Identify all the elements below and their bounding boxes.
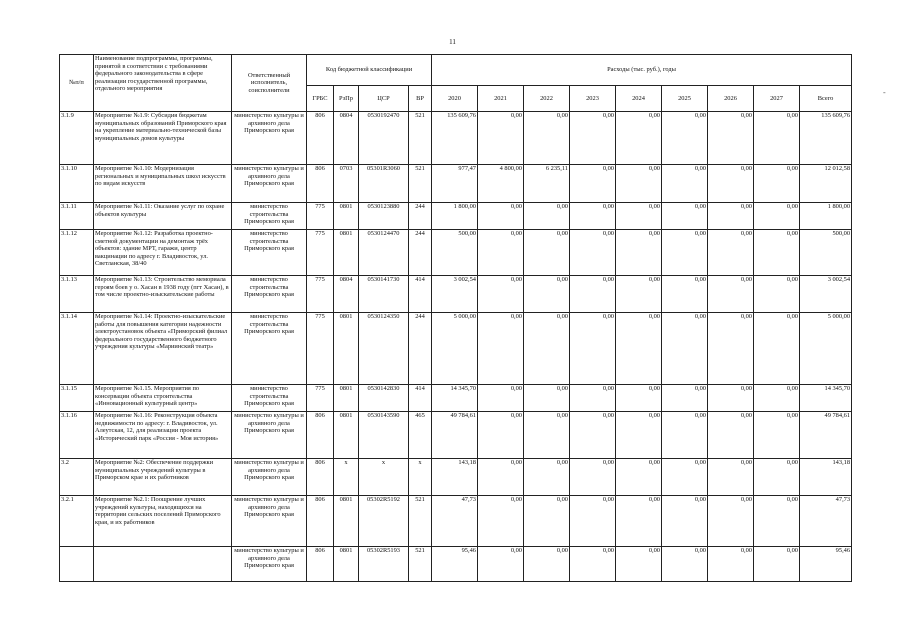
row-csr: 0530192470 [359,112,409,165]
row-value-2024: 0,00 [616,547,662,582]
row-name: Мероприятие №1.10: Модернизация региональных и муниципальных школ искусств по видам искусств [94,165,232,203]
row-value-2025: 0,00 [662,496,708,547]
row-value-2023: 0,00 [570,459,616,496]
row-value-2020: 47,73 [432,496,478,547]
row-rzpr: 0801 [334,547,359,582]
row-value-2025: 0,00 [662,412,708,459]
row-number: 3.1.14 [60,313,94,385]
row-value-2026: 0,00 [708,385,754,412]
row-value-2020: 95,46 [432,547,478,582]
row-value-2024: 0,00 [616,459,662,496]
row-value-2022: 0,00 [524,203,570,230]
row-value-2026: 0,00 [708,276,754,313]
row-value-2021: 0,00 [478,459,524,496]
row-vr: 521 [409,547,432,582]
row-value-2023: 0,00 [570,276,616,313]
row-responsible: министерство строительства Приморского края [232,203,307,230]
row-vr: 521 [409,112,432,165]
row-rzpr: 0801 [334,496,359,547]
row-value-2023: 0,00 [570,385,616,412]
header-year-2025: 2025 [662,86,708,112]
row-vr: 414 [409,276,432,313]
row-value-2024: 0,00 [616,385,662,412]
row-value-2023: 0,00 [570,313,616,385]
row-value-2025: 0,00 [662,385,708,412]
header-year-2021: 2021 [478,86,524,112]
row-responsible: министерство строительства Приморского края [232,230,307,276]
row-value-2022: 0,00 [524,313,570,385]
row-value-total: 12 012,58 [800,165,852,203]
row-name: Мероприятие №1.16: Реконструкция объекта недвижимости по адресу: г. Владивосток, ул. Алеутская, 12, для реализации проекта «Исторический парк «Россия - Моя история» [94,412,232,459]
row-name [94,547,232,582]
row-value-2023: 0,00 [570,203,616,230]
row-csr: 0530124470 [359,230,409,276]
row-vr: 244 [409,203,432,230]
row-value-2022: 0,00 [524,276,570,313]
row-grbs: 806 [307,112,334,165]
row-responsible: министерство культуры и архивного дела Приморского края [232,165,307,203]
header-name: Наименование подпрограммы, программы, принятой в соответствии с требованиями федерального законодательства в сфере реализации государственной программы, отдельного мероприятия [94,55,232,112]
budget-table [59,54,852,582]
row-value-2027: 0,00 [754,165,800,203]
row-value-2020: 135 609,76 [432,112,478,165]
row-grbs: 806 [307,496,334,547]
header-num: №п/п [60,55,94,112]
row-value-2026: 0,00 [708,112,754,165]
row-value-2024: 0,00 [616,165,662,203]
table-row [60,112,852,165]
header-year-2026: 2026 [708,86,754,112]
row-number: 3.2.1 [60,496,94,547]
row-value-2022: 0,00 [524,385,570,412]
row-vr: 521 [409,165,432,203]
row-rzpr: 0801 [334,313,359,385]
row-value-2024: 0,00 [616,412,662,459]
row-value-2025: 0,00 [662,203,708,230]
row-vr: 521 [409,496,432,547]
row-responsible: министерство культуры и архивного дела Приморского края [232,459,307,496]
row-grbs: 775 [307,276,334,313]
row-grbs: 806 [307,412,334,459]
row-vr: 414 [409,385,432,412]
row-value-2021: 0,00 [478,313,524,385]
row-number: 3.1.12 [60,230,94,276]
row-number: 3.1.11 [60,203,94,230]
row-value-2027: 0,00 [754,112,800,165]
row-csr: 0530124350 [359,313,409,385]
row-vr: 244 [409,230,432,276]
row-csr: х [359,459,409,496]
row-value-total: 500,00 [800,230,852,276]
row-value-2020: 49 784,61 [432,412,478,459]
row-value-2027: 0,00 [754,547,800,582]
row-value-2021: 0,00 [478,496,524,547]
row-value-2023: 0,00 [570,412,616,459]
row-value-2027: 0,00 [754,412,800,459]
row-value-2027: 0,00 [754,459,800,496]
row-value-2025: 0,00 [662,230,708,276]
row-value-total: 1 800,00 [800,203,852,230]
row-grbs: 806 [307,547,334,582]
row-value-2021: 0,00 [478,230,524,276]
row-value-2024: 0,00 [616,203,662,230]
row-value-2026: 0,00 [708,313,754,385]
row-rzpr: 0801 [334,412,359,459]
row-value-2026: 0,00 [708,165,754,203]
row-responsible: министерство строительства Приморского края [232,276,307,313]
row-vr: 244 [409,313,432,385]
row-csr: 05302R5193 [359,547,409,582]
row-number: 3.1.13 [60,276,94,313]
row-csr: 0530123880 [359,203,409,230]
row-number: 3.1.15 [60,385,94,412]
row-name: Мероприятие №2: Обеспечение поддержки муниципальных учреждений культуры в Приморском крае и их работников [94,459,232,496]
row-number: 3.2 [60,459,94,496]
row-value-total: 135 609,76 [800,112,852,165]
row-name: Мероприятие №1.14: Проектно-изыскательские работы для повышения категории надежности электроустановок объекта «Приморский филиал федерального государственного бюджетного учреждения культуры «Мариинский театр» [94,313,232,385]
table-row [60,230,852,276]
row-value-2020: 500,00 [432,230,478,276]
row-value-2023: 0,00 [570,230,616,276]
row-value-total: 143,18 [800,459,852,496]
table-row [60,496,852,547]
row-grbs: 775 [307,230,334,276]
header-csr: ЦСР [359,86,409,112]
row-csr: 05302R5192 [359,496,409,547]
row-value-2022: 0,00 [524,112,570,165]
row-value-2020: 5 000,00 [432,313,478,385]
row-value-total: 3 002,54 [800,276,852,313]
row-value-2024: 0,00 [616,230,662,276]
header-rzpr: РзПр [334,86,359,112]
row-value-2020: 1 800,00 [432,203,478,230]
row-value-2021: 0,00 [478,276,524,313]
row-value-2024: 0,00 [616,496,662,547]
row-value-2021: 0,00 [478,412,524,459]
row-value-2025: 0,00 [662,112,708,165]
header-budget-code: Код бюджетной классификации [307,55,432,86]
row-number: 3.1.9 [60,112,94,165]
row-value-2025: 0,00 [662,165,708,203]
row-value-total: 47,73 [800,496,852,547]
header-year-2024: 2024 [616,86,662,112]
row-rzpr: х [334,459,359,496]
row-value-2027: 0,00 [754,203,800,230]
row-csr: 0530141730 [359,276,409,313]
row-value-2020: 977,47 [432,165,478,203]
row-csr: 05301R3060 [359,165,409,203]
row-responsible: министерство культуры и архивного дела Приморского края [232,412,307,459]
row-number: 3.1.16 [60,412,94,459]
row-value-total: 49 784,61 [800,412,852,459]
row-value-2026: 0,00 [708,496,754,547]
row-value-2027: 0,00 [754,230,800,276]
row-rzpr: 0801 [334,385,359,412]
row-rzpr: 0801 [334,230,359,276]
row-value-2023: 0,00 [570,547,616,582]
row-value-2022: 0,00 [524,547,570,582]
header-responsible: Ответственный исполнитель, соисполнители [232,55,307,112]
table-body [60,112,852,582]
row-grbs: 775 [307,203,334,230]
row-value-2020: 3 002,54 [432,276,478,313]
row-rzpr: 0804 [334,276,359,313]
row-value-2021: 0,00 [478,385,524,412]
row-name: Мероприятие №1.9: Субсидия бюджетам муниципальных образований Приморского края на укрепление материально-технической базы муниципальных домов культуры [94,112,232,165]
row-grbs: 775 [307,385,334,412]
row-name: Мероприятие №1.12: Разработка проектно-сметной документации на демонтаж трёх объектов: здание МРТ, гаражи, центр вакцинации по адресу г. Владивосток, ул. Светланская, 38/40 [94,230,232,276]
margin-mark: - [883,88,886,97]
header-total: Всего [800,86,852,112]
row-value-2022: 0,00 [524,496,570,547]
row-responsible: министерство культуры и архивного дела Приморского края [232,112,307,165]
row-responsible: министерство культуры и архивного дела Приморского края [232,496,307,547]
row-name: Мероприятие №1.13: Строительство мемориала героям боев у о. Хасан в 1938 году (пгт Хасан), в том числе проектно-изыскательские работы [94,276,232,313]
row-responsible: министерство строительства Приморского края [232,313,307,385]
table-row [60,385,852,412]
row-value-2024: 0,00 [616,313,662,385]
row-value-2026: 0,00 [708,412,754,459]
header-year-2023: 2023 [570,86,616,112]
row-csr: 0530143590 [359,412,409,459]
row-value-2021: 0,00 [478,112,524,165]
row-value-2025: 0,00 [662,313,708,385]
table-row [60,165,852,203]
row-grbs: 806 [307,165,334,203]
row-vr: х [409,459,432,496]
row-value-2026: 0,00 [708,459,754,496]
row-grbs: 775 [307,313,334,385]
table-row [60,412,852,459]
row-value-2023: 0,00 [570,496,616,547]
row-name: Мероприятие №2.1: Поощрение лучших учреждений культуры, находящихся на территории сельских поселений Приморского края, и их работников [94,496,232,547]
row-value-2025: 0,00 [662,547,708,582]
row-value-2022: 0,00 [524,459,570,496]
table-row [60,313,852,385]
table-row [60,203,852,230]
row-value-2020: 14 345,70 [432,385,478,412]
row-value-2027: 0,00 [754,385,800,412]
row-value-2026: 0,00 [708,203,754,230]
header-row-top [60,55,852,86]
row-value-2025: 0,00 [662,459,708,496]
header-expenses: Расходы (тыс. руб.), годы [432,55,852,86]
row-value-2021: 4 800,00 [478,165,524,203]
row-value-total: 14 345,70 [800,385,852,412]
row-value-2022: 0,00 [524,230,570,276]
row-value-2024: 0,00 [616,276,662,313]
row-name: Мероприятие №1.11: Оказание услуг по охране объектов культуры [94,203,232,230]
row-value-2026: 0,00 [708,230,754,276]
row-value-2022: 0,00 [524,412,570,459]
table-row [60,459,852,496]
row-value-2022: 6 235,11 [524,165,570,203]
row-number [60,547,94,582]
row-rzpr: 0804 [334,112,359,165]
row-value-total: 5 000,00 [800,313,852,385]
row-value-2026: 0,00 [708,547,754,582]
header-year-2022: 2022 [524,86,570,112]
row-rzpr: 0703 [334,165,359,203]
header-vr: ВР [409,86,432,112]
row-name: Мероприятие №1.15. Мероприятия по консервации объекта строительства «Инновационный культурный центр» [94,385,232,412]
row-value-2024: 0,00 [616,112,662,165]
row-value-2027: 0,00 [754,276,800,313]
header-grbs: ГРБС [307,86,334,112]
row-value-total: 95,46 [800,547,852,582]
row-value-2025: 0,00 [662,276,708,313]
row-value-2023: 0,00 [570,112,616,165]
row-csr: 0530142830 [359,385,409,412]
row-value-2021: 0,00 [478,203,524,230]
row-number: 3.1.10 [60,165,94,203]
row-responsible: министерство строительства Приморского края [232,385,307,412]
table-row [60,276,852,313]
row-responsible: министерство культуры и архивного дела Приморского края [232,547,307,582]
header-year-2020: 2020 [432,86,478,112]
page-number: 11 [449,38,456,46]
row-grbs: 806 [307,459,334,496]
row-rzpr: 0801 [334,203,359,230]
row-value-2021: 0,00 [478,547,524,582]
row-vr: 465 [409,412,432,459]
row-value-2020: 143,18 [432,459,478,496]
row-value-2027: 0,00 [754,496,800,547]
row-value-2023: 0,00 [570,165,616,203]
row-value-2027: 0,00 [754,313,800,385]
header-year-2027: 2027 [754,86,800,112]
table-row [60,547,852,582]
